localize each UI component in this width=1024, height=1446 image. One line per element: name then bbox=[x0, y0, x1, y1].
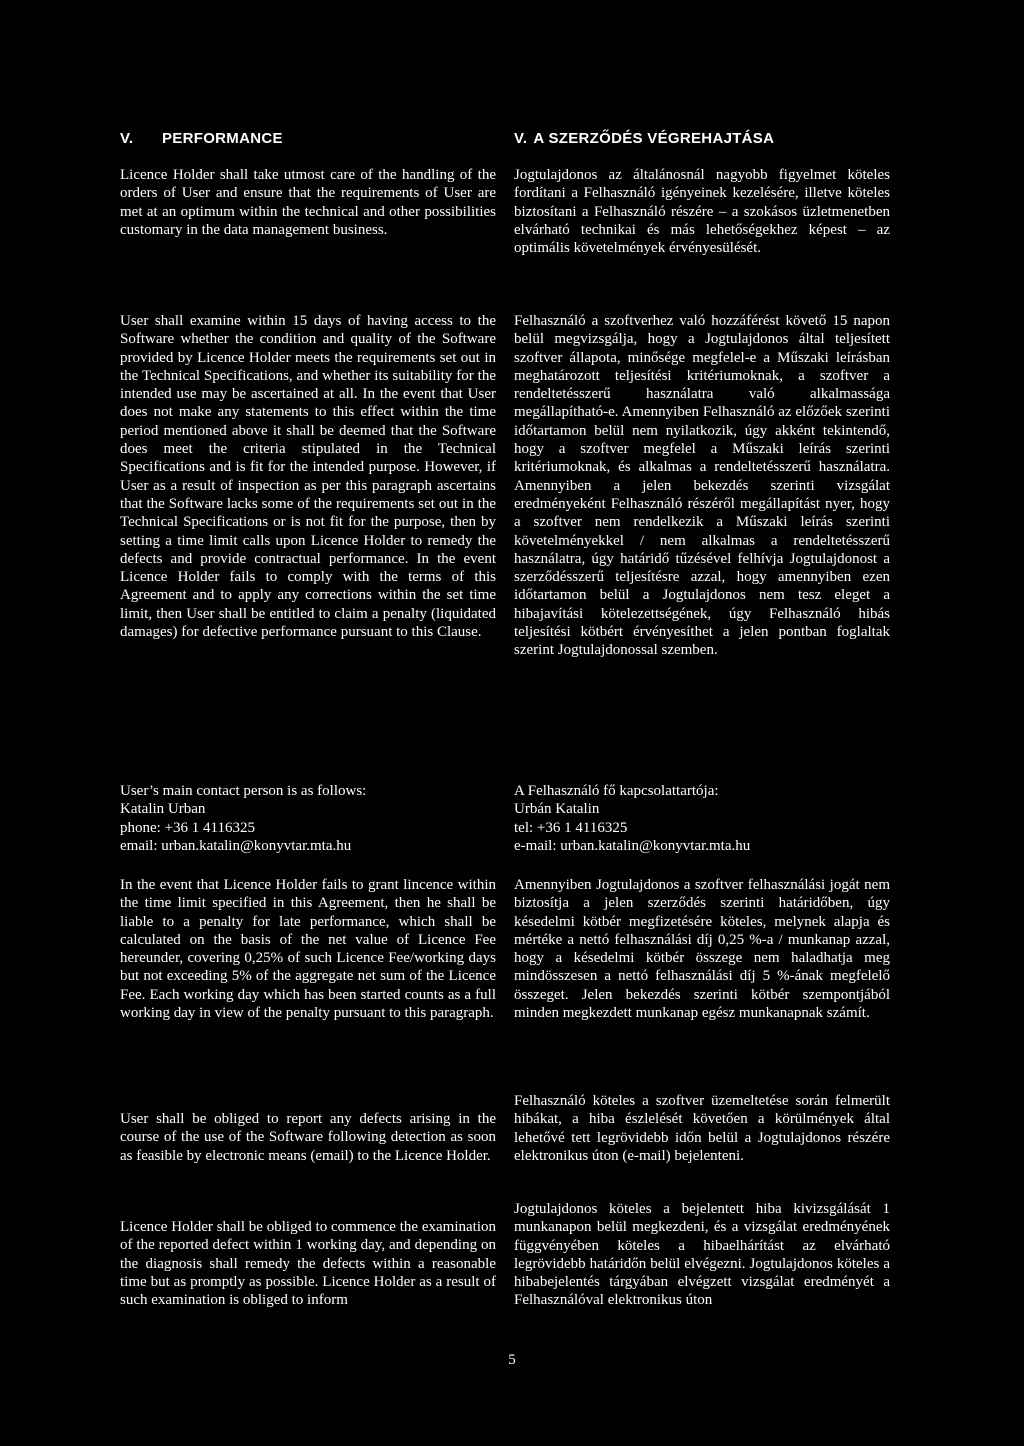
contact-name: Urbán Katalin bbox=[514, 801, 600, 818]
page-number: 5 bbox=[508, 1352, 516, 1368]
contact-intro: A Felhasználó fő kapcsolattartója: bbox=[514, 783, 719, 799]
contact-intro: User’s main contact person is as follows: bbox=[120, 783, 367, 799]
section-heading-en bbox=[120, 130, 496, 152]
contact-email: e-mail: urban.katalin@konyvtar.mta.hu bbox=[514, 837, 751, 854]
contact-phone: tel: +36 1 4116325 bbox=[514, 819, 628, 836]
paragraph-examination: User shall examine within 15 days of having access to the Software whether the condition and quality of the Software provided by Licence Holder meets the requirements set out in the Technical Specifications, and whether its suitability for the intended use may be ascertained at all. In the event that User does not make any statements to this effect within the time period mentioned above it shall be deemed that the Software does meet the criteria stipulated in the Technical Specifications and is fit for the intended purpose. However, if User as a result of inspection as per this paragraph ascertains that the Software lacks some of the requirements set out in the Technical Specifications or is not fit for the purpose, then by setting a time limit calls upon Licence Holder to remedy the defects and provide contractual performance. In the event Licence Holder fails to comply with the terms of this Agreement and to apply any corrections within the set time limit, then User shall be entitled to claim a penalty (liquidated damages) for defective performance pursuant to this Clause. bbox=[120, 313, 496, 641]
paragraph-care: Licence Holder shall take utmost care of the handling of the orders of User and ensure that the requirements of User are met at an optimum within the technical and other possibilities customary in the data management business. bbox=[120, 167, 496, 238]
section-heading-hu bbox=[514, 130, 890, 152]
hungarian-column bbox=[514, 130, 890, 1309]
section-number: V. bbox=[514, 130, 528, 147]
paragraph-defect-remedy: Jogtulajdonos köteles a bejelentett hiba kivizsgálását 1 munkanapon belül megkezdeni, és a vizsgálat eredményének függvényében köteles a hibaelhárítást az elvárható legrövidebb határidőn belül elvégezni. Jogtulajdonos köteles a hibabejelentés tárgyában elvégzett vizsgálat eredményét a Felhasználóval elektronikus úton bbox=[514, 1201, 890, 1309]
section-title: A SZERZŐDÉS VÉGREHAJTÁSA bbox=[533, 130, 775, 147]
paragraph-late-performance: Amennyiben Jogtulajdonos a szoftver felhasználási jogát nem biztosítja a jelen szerződés szerinti határidőben, úgy késedelmi kötbér megfizetésére köteles, melynek alapja és mértéke a nettó felhasználási díj 0,25 %-a / munkanap azzal, hogy a késedelmi kötbér összege nem haladhatja meg mindösszesen a nettó felhasználási díj 5 %-ának megfelelő összeget. Jelen bekezdés szerinti kötbér szempontjából minden megkezdett munkanap egész munkanapnak számít. bbox=[514, 877, 890, 1022]
paragraph-examination: Felhasználó a szoftverhez való hozzáférést követő 15 napon belül megvizsgálja, hogy a Jogtulajdonos által teljesített szoftver állapota, minősége megfelel-e a Műszaki leírásban meghatározott teljesítési kritériumoknak, a szoftver a rendeltetésszerű használatra való alkalmassága megállapítható-e. Amennyiben Felhasználó az előzőek szerinti időtartamon belül nem nyilatkozik, úgy akként tekintendő, hogy a szoftver megfelel a Műszaki leírás szerinti kritériumoknak, és alkalmas a rendeltetésszerű használatra. Amennyiben a jelen bekezdés szerinti vizsgálat eredményeként Felhasználó részéről megállapítást nyer, hogy a szoftver nem rendelkezik a Műszaki leírás szerinti követelményekkel / nem alkalmas a rendeltetésszerű használatra, úgy határidő tűzésével felhívja Jogtulajdonost a szerződésszerű teljesítésre azzal, hogy amennyiben ezen időtartamon belül a Jogtulajdonos nem tesz eleget a hibajavítási kötelezettségének, úgy Felhasználó hibás teljesítési kötbért érvényesíthet a jelen pontban foglaltak szerint Jogtulajdonossal szemben. bbox=[514, 313, 890, 659]
section-number: V. bbox=[120, 130, 134, 147]
contact-name: Katalin Urban bbox=[120, 801, 206, 818]
contact-block bbox=[120, 782, 496, 855]
paragraph-care: Jogtulajdonos az általánosnál nagyobb figyelmet köteles fordítani a Felhasználó igényeinek kezelésére, illetve köteles biztosítani a Felhasználó részére – a szokásos üzletmenetben elvárható technikai és más lehetőségekhez képest – az optimális követelmények érvényesülését. bbox=[514, 167, 890, 257]
paragraph-defect-report: Felhasználó köteles a szoftver üzemeltetése során felmerült hibákat, a hiba észlelését követően a körülmények által lehetővé tett legrövidebb időn belül a Jogtulajdonos részére elektronikus úton (e-mail) bejelenteni. bbox=[514, 1093, 890, 1164]
contact-block bbox=[514, 782, 890, 855]
paragraph-defect-remedy: Licence Holder shall be obliged to commence the examination of the reported defect within 1 working day, and depending on the diagnosis shall remedy the defects within a reasonable time but as promptly as possible. Licence Holder as a result of such examination is obliged to inform bbox=[120, 1219, 496, 1309]
paragraph-defect-report: User shall be obliged to report any defects arising in the course of the use of the Software following detection as soon as feasible by electronic means (email) to the Licence Holder. bbox=[120, 1111, 496, 1164]
paragraph-late-performance: In the event that Licence Holder fails to grant lincence within the time limit specified in this Agreement, then he shall be liable to a penalty for late performance, which shall be calculated on the basis of the net value of Licence Fee hereunder, covering 0,25% of such Licence Fee/working days but not exceeding 5% of the aggregate net sum of the Licence Fee. Each working day which has been started counts as a full working day in view of the penalty pursuant to this paragraph. bbox=[120, 877, 496, 1022]
english-column bbox=[120, 130, 496, 1309]
section-title: PERFORMANCE bbox=[162, 130, 283, 147]
contact-email: email: urban.katalin@konyvtar.mta.hu bbox=[120, 837, 352, 854]
contact-phone: phone: +36 1 4116325 bbox=[120, 819, 255, 836]
